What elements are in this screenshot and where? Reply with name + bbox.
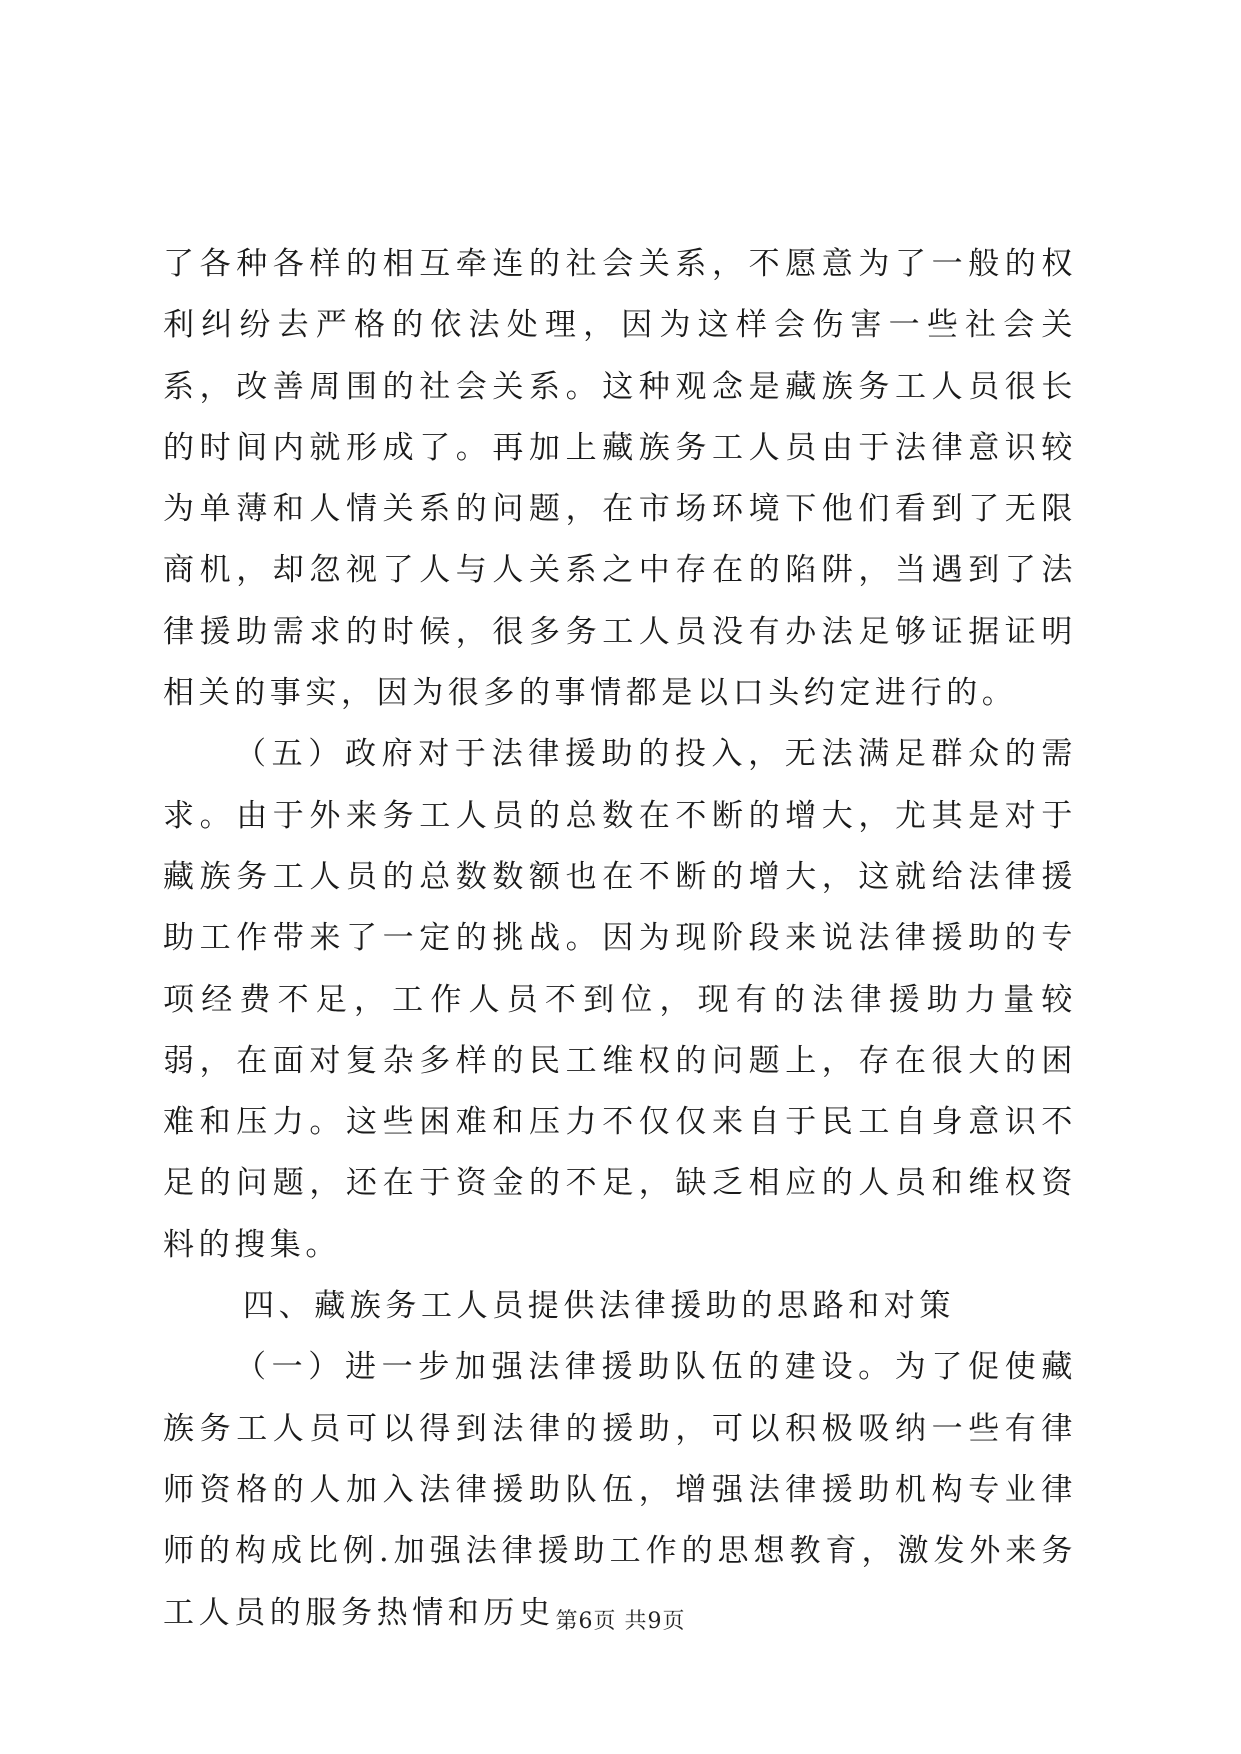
- section-heading-4: 四、藏族务工人员提供法律援助的思路和对策: [243, 1288, 955, 1325]
- paragraph-section-5: （五）政府对于法律援助的投入，无法满足群众的需求。由于外来务工人员的总数在不断的增大，尤其是对于藏族务工人员的总数数额也在不断的增大，这就给法律援助工作带来了一定的挑战。因为现阶段来说法律援助的专项经费不足，工作人员不到位，现有的法律援助力量较弱，在面对复杂多样的民工维权的问题上，存在很大的困难和压力。这些困难和压力不仅仅来自于民工自身意识不足的问题，还在于资金的不足，缺乏相应的人员和维权资料的搜集。: [163, 736, 1077, 1263]
- paragraph-continuation: 了各种各样的相互牵连的社会关系，不愿意为了一般的权利纠纷去严格的依法处理，因为这样会伤害一些社会关系，改善周围的社会关系。这种观念是藏族务工人员很长的时间内就形成了。再加上藏族务工人员由于法律意识较为单薄和人情关系的问题，在市场环境下他们看到了无限商机，却忽视了人与人关系之中存在的陷阱，当遇到了法律援助需求的时候，很多务工人员没有办法足够证据证明相关的事实，因为很多的事情都是以口头约定进行的。: [163, 246, 1077, 712]
- paragraph-subsection-1: （一）进一步加强法律援助队伍的建设。为了促使藏族务工人员可以得到法律的援助，可以积极吸纳一些有律师资格的人加入法律援助队伍，增强法律援助机构专业律师的构成比例.加强法律援助工作的思想教育，激发外来务工人员的服务热情和历史: [163, 1349, 1077, 1631]
- document-body: [163, 234, 1077, 1644]
- page-footer: 第6页 共9页: [555, 1609, 686, 1634]
